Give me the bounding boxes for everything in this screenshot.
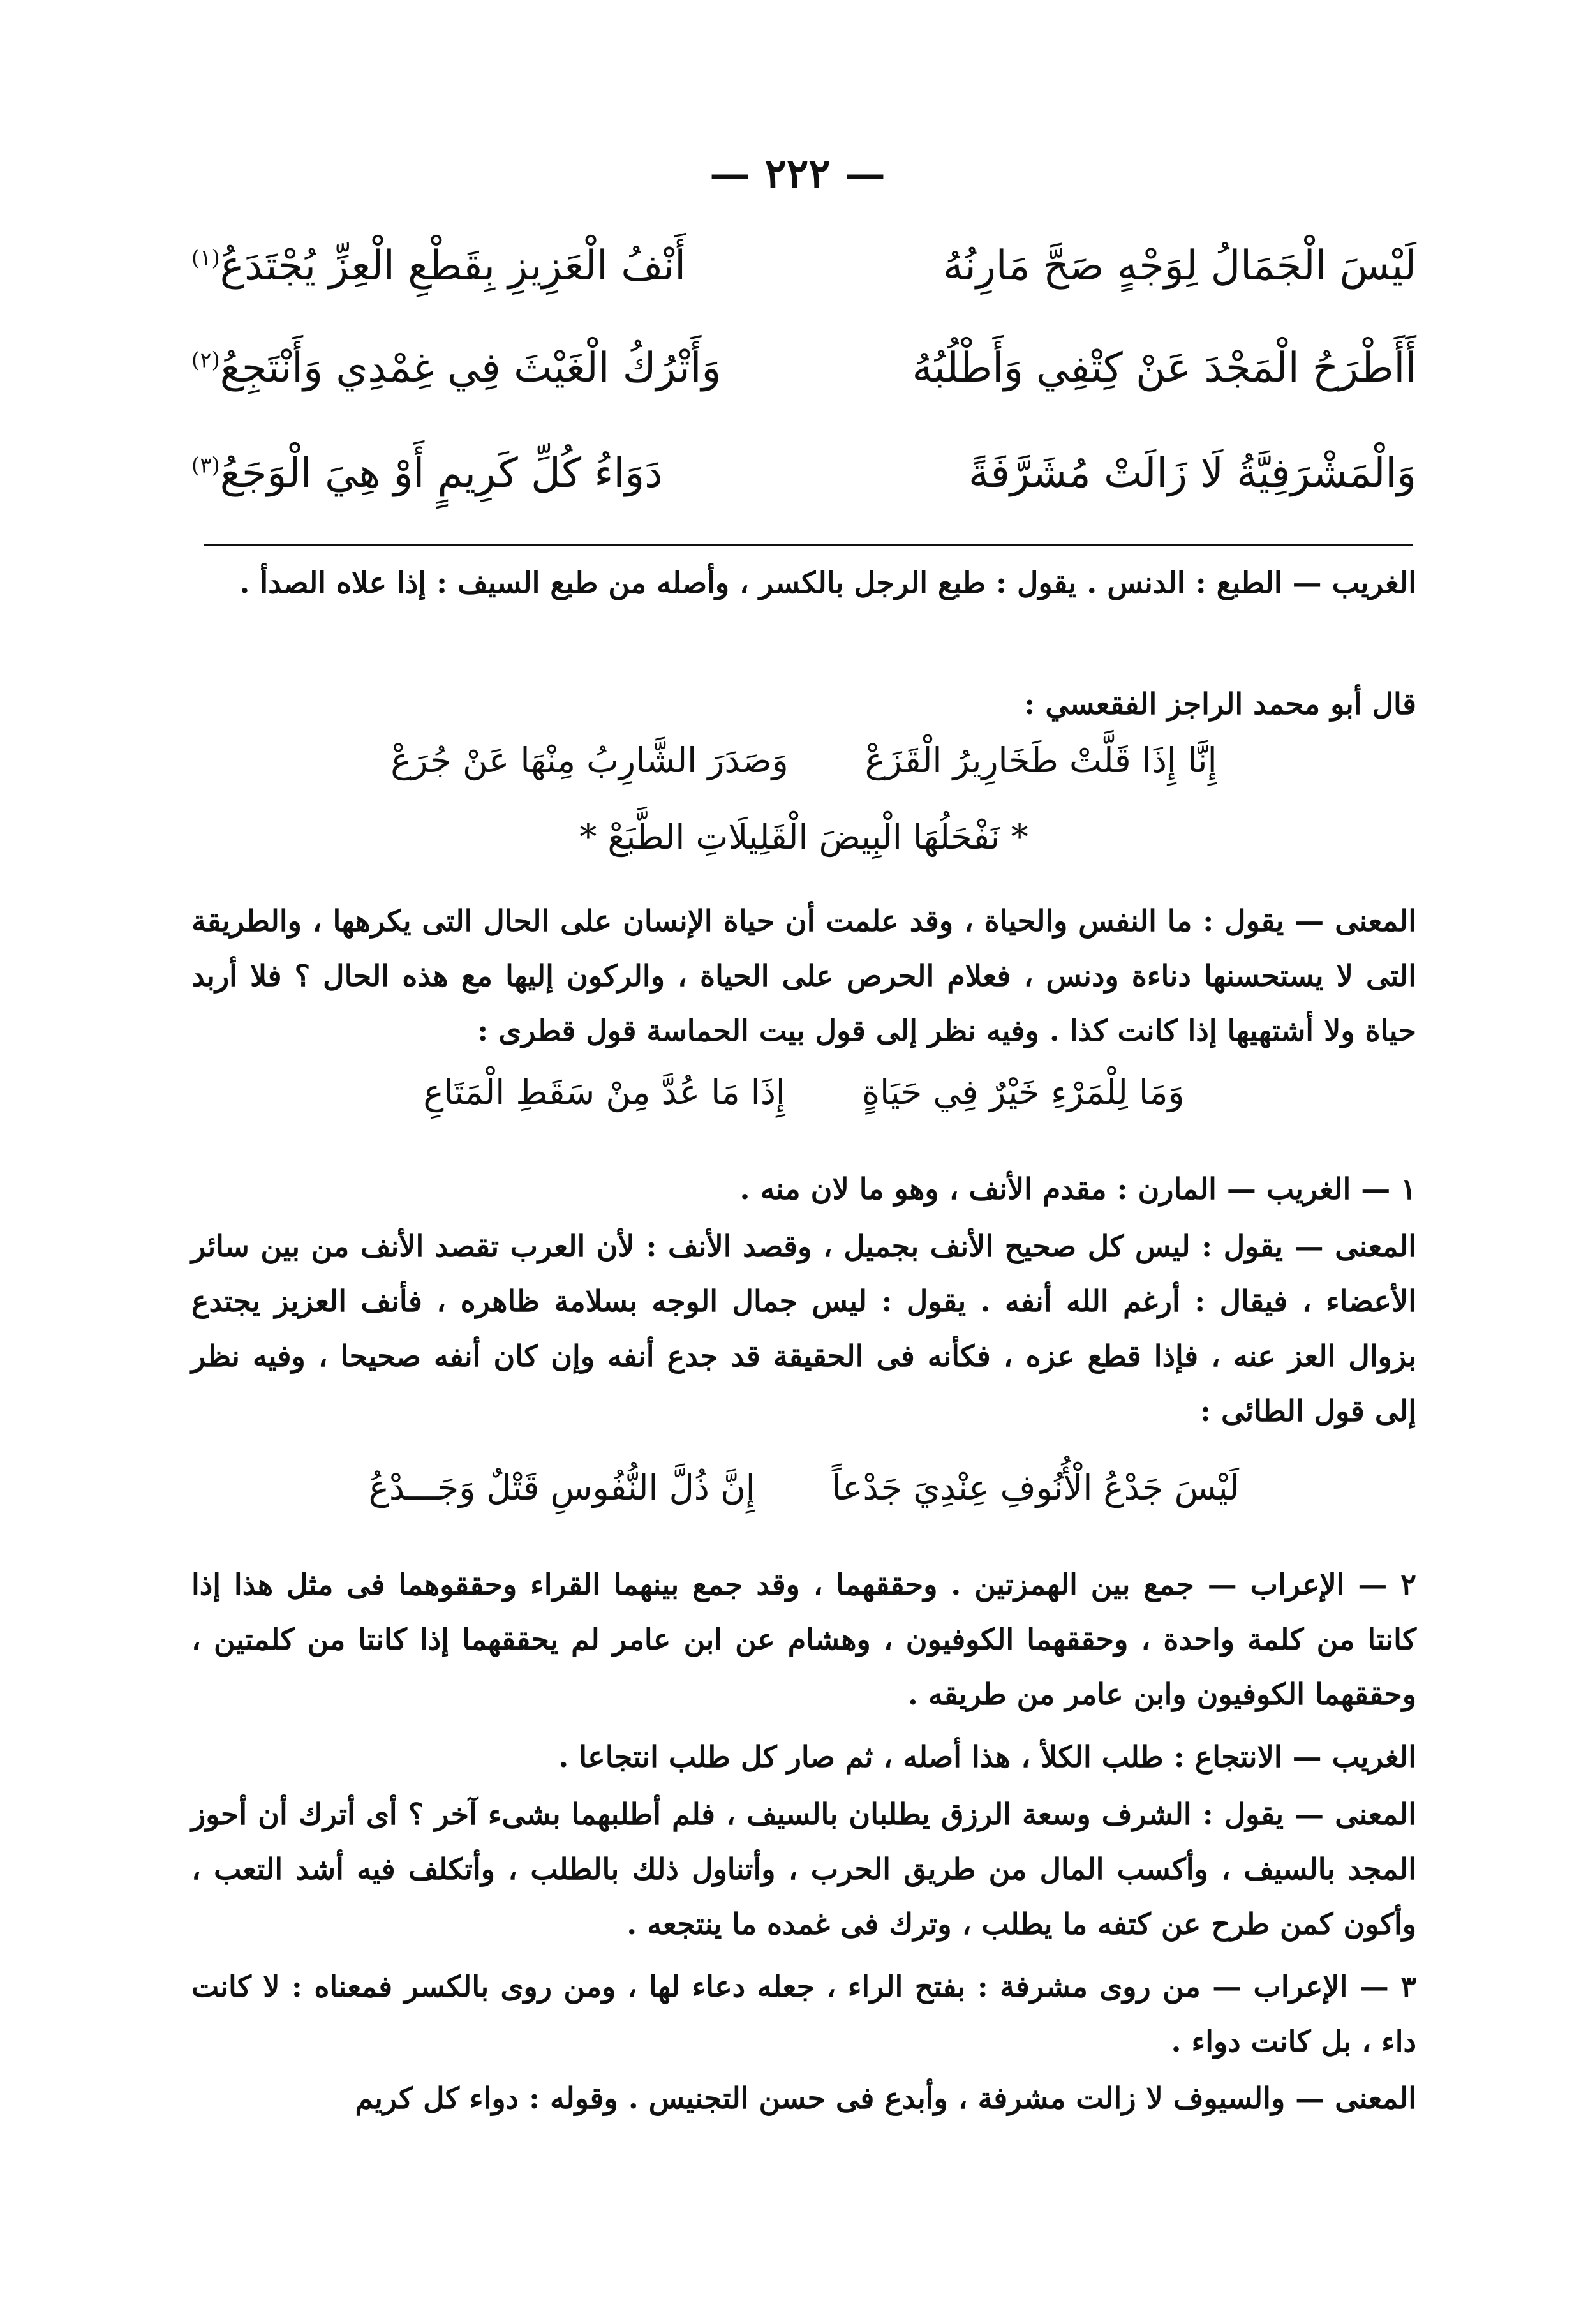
verse-2-first-hemistich: أَأَطْرَحُ الْمَجْدَ عَنْ كِتْفِي وَأَطْلُبُهُ bbox=[912, 345, 1416, 392]
footnote-marker-1: (١) bbox=[191, 245, 220, 271]
verse-2 bbox=[191, 345, 1416, 434]
commentary-quote-intro: قال أبو محمد الراجز الفقعسي : bbox=[1024, 687, 1416, 721]
footnote-marker-3: (٣) bbox=[191, 452, 220, 479]
page-number: — ٢٢٢ — bbox=[709, 150, 886, 198]
note-2-gharib: الغريب — الانتجاع : طلب الكلأ ، هذا أصله ، ثم صار كل طلب انتجاعا . bbox=[558, 1739, 1416, 1774]
rajaz-line-1-b: وَصَدَرَ الشَّارِبُ مِنْهَا عَنْ جُرَعْ bbox=[390, 740, 789, 780]
footnote-marker-2: (٢) bbox=[191, 347, 220, 373]
rajaz-line-1 bbox=[191, 740, 1416, 780]
tai-verse-b: إِنَّ ذُلَّ النُّفُوسِ قَتْلٌ وَجَـــدْعُ bbox=[368, 1468, 755, 1508]
tai-verse bbox=[191, 1468, 1416, 1508]
verse-1 bbox=[191, 242, 1416, 332]
note-3-irab: ٣ — الإعراب — من روى مشرفة : بفتح الراء ، جعله دعاء لها ، ومن روى بالكسر فمعناه : لا كانت داء ، بل كانت دواء . bbox=[191, 1969, 1416, 2059]
hamasa-verse-b: إِذَا مَا عُدَّ مِنْ سَقَطِ الْمَتَاعِ bbox=[423, 1072, 785, 1112]
verse-1-second-hemistich: أَنْفُ الْعَزِيزِ بِقَطْعِ الْعِزِّ يُجْتَدَعُ$^{(١)}$ bbox=[191, 242, 686, 290]
rajaz-line-2: * نَفْحَلُهَا الْبِيضَ الْقَلِيلَاتِ الطَّبَعْ * bbox=[579, 817, 1028, 857]
verse-3 bbox=[191, 450, 1416, 539]
verse-3-first-hemistich: وَالْمَشْرَفِيَّةُ لَا زَالَتْ مُشَرَّفَةً bbox=[968, 450, 1416, 497]
note-1-mana: المعنى — يقول : ليس كل صحيح الأنف بجميل ، وقصد الأنف : لأن العرب تقصد الأنف من بين سائر الأعضاء ، فيقال : أرغم الله أنفه . يقول : ليس جمال الوجه بسلامة ظاهره ، فأنف العزيز يجتدع بزوال العز عنه ، فإذا قطع عزه ، فكأنه فى الحقيقة قد جدع أنفه وإن كان أنفه صحيحا ، وفيه نظر إلى قول الطائى : bbox=[191, 1229, 1416, 1428]
commentary-mana-1: المعنى — يقول : ما النفس والحياة ، وقد علمت أن حياة الإنسان على الحال التى يكرهها ، والطريقة التى لا يستحسنها دناءة ودنس ، فعلام الحرص على الحياة ، والركون إليها مع هذه الحال ؟ فلا أربد حياة ولا أشتهيها إذا كانت كذا . وفيه نظر إلى قول بيت الحماسة قول قطرى : bbox=[191, 904, 1416, 1048]
hamasa-verse-a: وَمَا لِلْمَرْءِ خَيْرٌ فِي حَيَاةٍ bbox=[861, 1072, 1185, 1112]
verse-1-first-hemistich: لَيْسَ الْجَمَالُ لِوَجْهٍ صَحَّ مَارِنُهُ bbox=[942, 242, 1416, 290]
divider-rule bbox=[204, 544, 1413, 546]
rajaz-line-1-a: إِنَّا إِذَا قَلَّتْ طَخَارِيرُ الْقَزَعْ bbox=[864, 740, 1217, 780]
note-3-mana: المعنى — والسيوف لا زالت مشرفة ، وأبدع فى حسن التجنيس . وقوله : دواء كل كريم bbox=[355, 2081, 1416, 2115]
note-2-irab: ٢ — الإعراب — جمع بين الهمزتين . وحققهما ، وقد جمع بينهما القراء وحققوهما فى مثل هذا إذا كانتا من كلمة واحدة ، وحققهما الكوفيون ، وهشام عن ابن عامر لم يحققهما إذا كانتا من كلمتين ، وحققهما الكوفيون وابن عامر من طريقه . bbox=[191, 1567, 1416, 1711]
note-1-gharib: ١ — الغريب — المارن : مقدم الأنف ، وهو ما لان منه . bbox=[739, 1172, 1416, 1206]
tai-verse-a: لَيْسَ جَدْعُ الْأُنُوفِ عِنْدِيَ جَدْعاً bbox=[831, 1468, 1240, 1508]
note-2-mana: المعنى — يقول : الشرف وسعة الرزق يطلبان بالسيف ، فلم أطلبهما بشىء آخر ؟ أى أترك أن أحوز المجد بالسيف ، وأكسب المال من طريق الحرب ، وأتناول ذلك بالطلب ، وأتكلف فيه أشد التعب ، وأكون كمن طرح عن كتفه ما يطلب ، وترك فى غمده ما ينتجعه . bbox=[191, 1797, 1416, 1941]
hamasa-verse bbox=[191, 1072, 1416, 1112]
commentary-gharib-1: الغريب — الطبع : الدنس . يقول : طبع الرجل بالكسر ، وأصله من طبع السيف : إذا علاه الصدأ . bbox=[239, 565, 1416, 600]
verse-3-second-hemistich: دَوَاءُ كُلِّ كَرِيمٍ أَوْ هِيَ الْوَجَعُ$^{(٣)}$ bbox=[191, 450, 663, 497]
verse-2-second-hemistich: وَأَتْرُكُ الْغَيْثَ فِي غِمْدِي وَأَنْتَجِعُ$^{(٢)}$ bbox=[191, 345, 722, 392]
